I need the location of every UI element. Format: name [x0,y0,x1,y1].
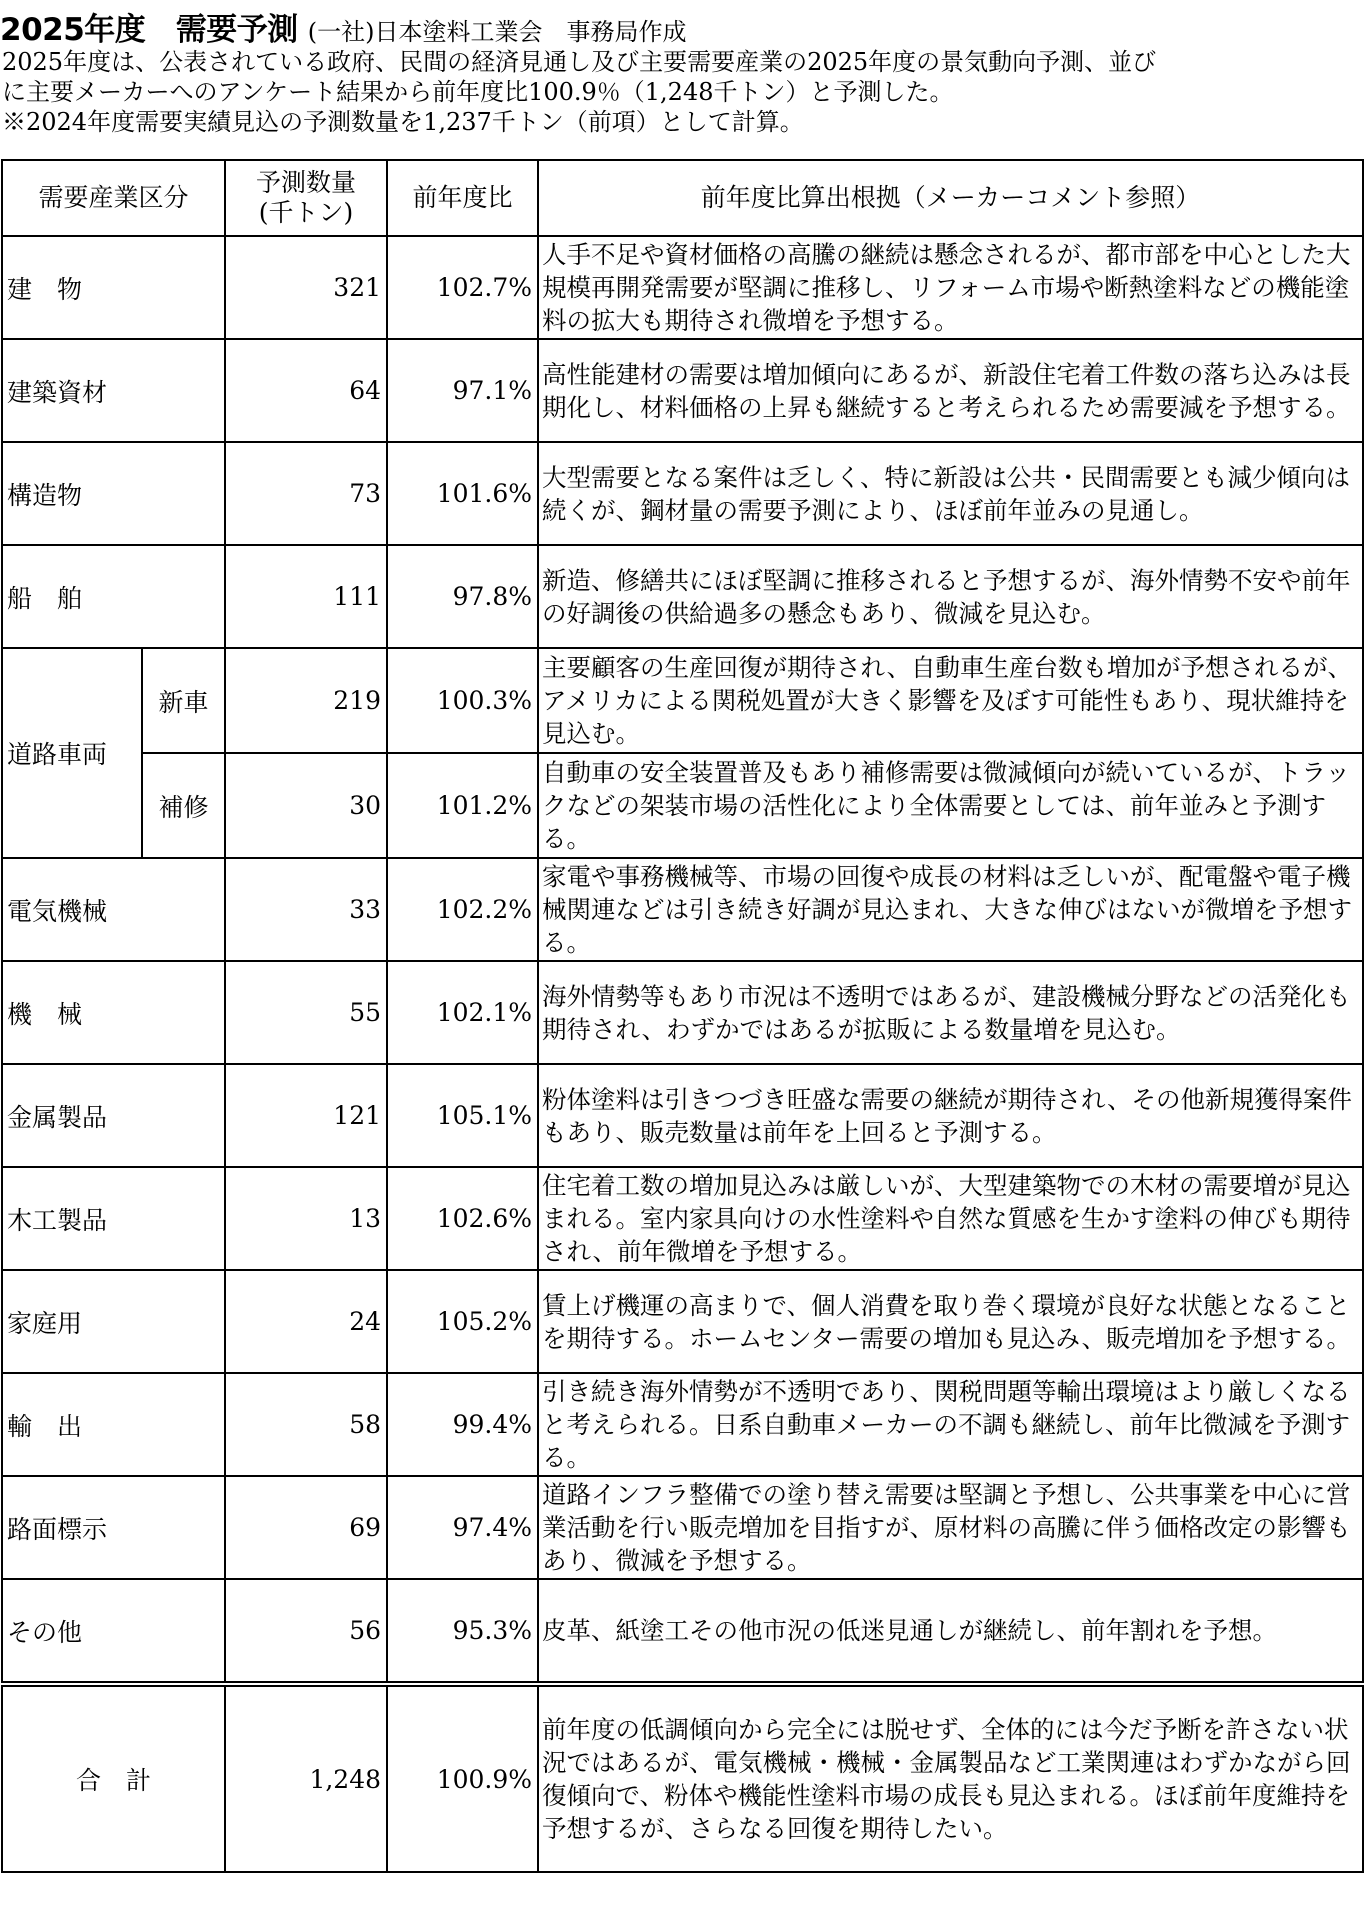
intro-line: に主要メーカーへのアンケート結果から前年度比100.9％（1,248千トン）と予測した。 [2,78,954,106]
ratio-cell: 95.3% [387,1579,538,1684]
basis-cell: 引き続き海外情勢が不透明であり、関税問題等輸出環境はより厳しくなると考えられる。日系自動車メーカーの不調も継続し、前年比微減を予測する。 [538,1373,1363,1476]
industry-cell: 輸 出 [2,1373,225,1476]
industry-cell: 船 舶 [2,545,225,648]
subcategory-cell: 新車 [142,648,225,753]
total-ratio: 100.9% [387,1684,538,1872]
quantity-cell: 121 [225,1064,387,1167]
ratio-cell: 100.3% [387,648,538,753]
page-header [0,4,687,48]
page-title: 2025年度 需要予測 [0,12,298,48]
header-quantity-line2: (千トン) [258,198,354,227]
intro-note: ※2024年度需要実績見込の予測数量を1,237千トン（前項）として計算。 [2,108,804,136]
basis-cell: 賃上げ機運の高まりで、個人消費を取り巻く環境が良好な状態となることを期待する。ホームセンター需要の増加も見込み、販売増加を予想する。 [538,1270,1363,1373]
basis-cell: 道路インフラ整備での塗り替え需要は堅調と予想し、公共事業を中心に営業活動を行い販売増加を目指すが、原材料の高騰に伴う価格改定の影響もあり、微減を予想する。 [538,1476,1363,1579]
basis-cell: 人手不足や資材価格の高騰の継続は懸念されるが、都市部を中心とした大規模再開発需要が堅調に推移し、リフォーム市場や断熱塗料などの機能塗料の拡大も期待され微増を予想する。 [538,236,1363,339]
basis-cell: 皮革、紙塗工その他市況の低迷見通しが継続し、前年割れを予想。 [538,1579,1363,1684]
basis-cell: 主要顧客の生産回復が期待され、自動車生産台数も増加が予想されるが、アメリカによる関税処置が大きく影響を及ぼす可能性もあり、現状維持を見込む。 [538,648,1363,753]
industry-cell: 建 物 [2,236,225,339]
table-row [2,1373,1363,1476]
table-header-row [2,160,1363,236]
quantity-cell: 30 [225,753,387,858]
table-row [2,648,1363,753]
table-row [2,545,1363,648]
total-row [2,1684,1363,1872]
industry-cell: 木工製品 [2,1167,225,1270]
quantity-cell: 56 [225,1579,387,1684]
table-row [2,339,1363,442]
basis-cell: 住宅着工数の増加見込みは厳しいが、大型建築物での木材の需要増が見込まれる。室内家具向けの水性塗料や自然な質感を生かす塗料の伸びも期待され、前年微増を予想する。 [538,1167,1363,1270]
table-row [2,1064,1363,1167]
quantity-cell: 73 [225,442,387,545]
quantity-cell: 58 [225,1373,387,1476]
industry-cell: 家庭用 [2,1270,225,1373]
quantity-cell: 55 [225,961,387,1064]
header-quantity [225,160,387,236]
forecast-table [1,159,1364,1873]
basis-cell: 家電や事務機械等、市場の回復や成長の材料は乏しいが、配電盤や電子機械関連などは引き続き好調が見込まれ、大きな伸びはないが微増を予想する。 [538,858,1363,961]
quantity-cell: 33 [225,858,387,961]
basis-cell: 海外情勢等もあり市況は不透明ではあるが、建設機械分野などの活発化も期待され、わずかではあるが拡販による数量増を見込む。 [538,961,1363,1064]
table-row [2,1579,1363,1684]
industry-cell: その他 [2,1579,225,1684]
quantity-cell: 24 [225,1270,387,1373]
ratio-cell: 105.2% [387,1270,538,1373]
ratio-cell: 102.2% [387,858,538,961]
industry-cell: 金属製品 [2,1064,225,1167]
ratio-cell: 105.1% [387,1064,538,1167]
intro-text [2,47,1362,137]
table-row [2,961,1363,1064]
ratio-cell: 97.1% [387,339,538,442]
industry-cell: 建築資材 [2,339,225,442]
quantity-cell: 64 [225,339,387,442]
subcategory-cell: 補修 [142,753,225,858]
basis-cell: 大型需要となる案件は乏しく、特に新設は公共・民間需要とも減少傾向は続くが、鋼材量の需要予測により、ほぼ前年並みの見通し。 [538,442,1363,545]
header-industry: 需要産業区分 [2,160,225,236]
industry-cell: 電気機械 [2,858,225,961]
quantity-cell: 321 [225,236,387,339]
table-row [2,442,1363,545]
total-basis: 前年度の低調傾向から完全には脱せず、全体的には今だ予断を許さない状況ではあるが、電気機械・機械・金属製品など工業関連はわずかながら回復傾向で、粉体や機能性塗料市場の成長も見込まれる。ほぼ前年度維持を予想するが、さらなる回復を期待したい。 [538,1684,1363,1872]
header-quantity-line1: 予測数量 [256,168,357,197]
total-quantity: 1,248 [225,1684,387,1872]
ratio-cell: 101.6% [387,442,538,545]
industry-cell: 構造物 [2,442,225,545]
ratio-cell: 97.4% [387,1476,538,1579]
table-row [2,858,1363,961]
basis-cell: 自動車の安全装置普及もあり補修需要は微減傾向が続いているが、トラックなどの架装市場の活性化により全体需要としては、前年並みと予測する。 [538,753,1363,858]
table-row [2,1476,1363,1579]
table-row [2,753,1363,858]
ratio-cell: 102.1% [387,961,538,1064]
ratio-cell: 97.8% [387,545,538,648]
total-label: 合 計 [2,1684,225,1872]
basis-cell: 高性能建材の需要は増加傾向にあるが、新設住宅着工件数の落ち込みは長期化し、材料価格の上昇も継続すると考えられるため需要減を予想する。 [538,339,1363,442]
quantity-cell: 69 [225,1476,387,1579]
quantity-cell: 13 [225,1167,387,1270]
industry-cell: 道路車両 [2,648,142,858]
basis-cell: 新造、修繕共にほぼ堅調に推移されると予想するが、海外情勢不安や前年の好調後の供給過多の懸念もあり、微減を見込む。 [538,545,1363,648]
quantity-cell: 219 [225,648,387,753]
ratio-cell: 102.7% [387,236,538,339]
table-row [2,236,1363,339]
table-row [2,1167,1363,1270]
organization-credit: (一社)日本塗料工業会 事務局作成 [307,18,687,46]
basis-cell: 粉体塗料は引きつづき旺盛な需要の継続が期待され、その他新規獲得案件もあり、販売数量は前年を上回ると予測する。 [538,1064,1363,1167]
industry-cell: 機 械 [2,961,225,1064]
ratio-cell: 101.2% [387,753,538,858]
quantity-cell: 111 [225,545,387,648]
header-basis: 前年度比算出根拠（メーカーコメント参照） [538,160,1363,236]
intro-line: 2025年度は、公表されている政府、民間の経済見通し及び主要需要産業の2025年度の景気動向予測、並び [2,48,1157,76]
industry-cell: 路面標示 [2,1476,225,1579]
ratio-cell: 102.6% [387,1167,538,1270]
table-row [2,1270,1363,1373]
ratio-cell: 99.4% [387,1373,538,1476]
header-ratio: 前年度比 [387,160,538,236]
